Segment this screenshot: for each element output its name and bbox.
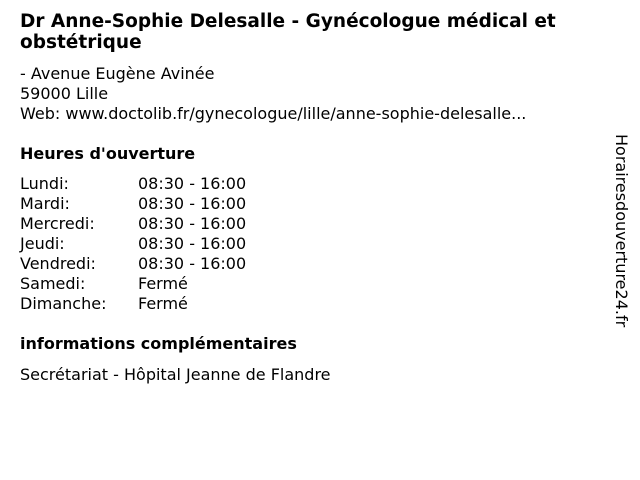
day-label: Lundi: <box>20 174 69 193</box>
day-label: Vendredi: <box>20 254 96 273</box>
opening-hours-table <box>20 174 246 314</box>
hours-value: Fermé <box>138 294 188 313</box>
day-label: Dimanche: <box>20 294 107 313</box>
day-label: Mardi: <box>20 194 70 213</box>
hours-value: 08:30 - 16:00 <box>138 174 247 193</box>
opening-hours-heading: Heures d'ouverture <box>20 144 196 163</box>
day-label: Mercredi: <box>20 214 95 233</box>
hours-value: 08:30 - 16:00 <box>138 254 247 273</box>
additional-info-heading: informations complémentaires <box>20 334 297 353</box>
hours-value: 08:30 - 16:00 <box>138 214 247 233</box>
hours-value: Fermé <box>138 274 188 293</box>
hours-row-wednesday <box>20 214 246 234</box>
day-label: Jeudi: <box>20 234 65 253</box>
day-label: Samedi: <box>20 274 86 293</box>
hours-row-saturday <box>20 274 246 294</box>
hours-value: 08:30 - 16:00 <box>138 194 247 213</box>
city-address: 59000 Lille <box>20 84 109 103</box>
hours-row-tuesday <box>20 194 246 214</box>
hours-row-monday <box>20 174 246 194</box>
hours-row-thursday <box>20 234 246 254</box>
hours-row-friday <box>20 254 246 274</box>
page-title: Dr Anne-Sophie Delesalle - Gynécologue médical et obstétrique <box>20 11 556 53</box>
hours-row-sunday <box>20 294 246 314</box>
website-line: Web: www.doctolib.fr/gynecologue/lille/anne-sophie-delesalle... <box>20 104 527 123</box>
street-address: - Avenue Eugène Avinée <box>20 64 215 83</box>
hours-value: 08:30 - 16:00 <box>138 234 247 253</box>
additional-info-text: Secrétariat - Hôpital Jeanne de Flandre <box>20 365 331 384</box>
address-block <box>20 64 526 124</box>
site-watermark: Horairesdouverture24.fr <box>612 134 631 328</box>
